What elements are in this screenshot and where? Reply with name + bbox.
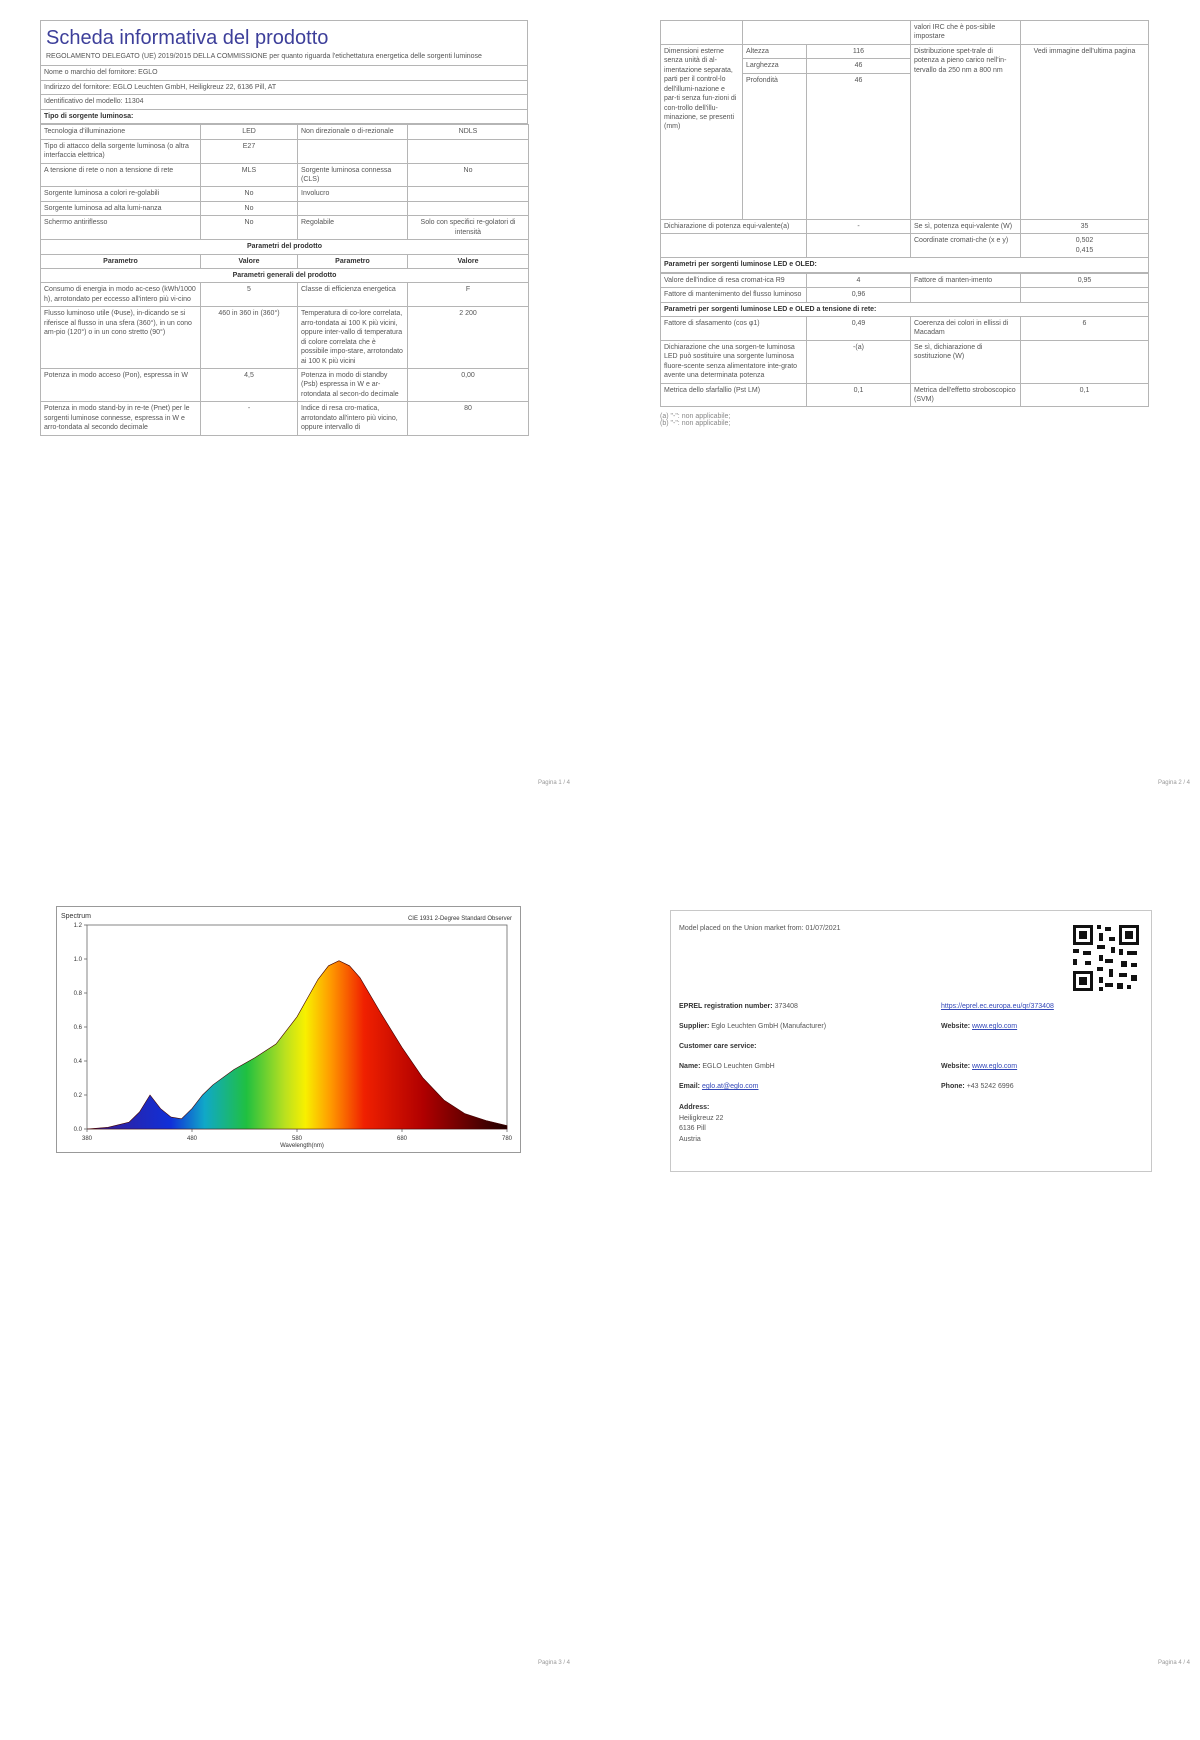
dim-height-value: 116 [807,45,910,59]
dimensions-values [807,44,911,219]
note-b: (b) "-": non applicabile; [660,420,731,428]
dim-depth-value: 46 [854,76,863,84]
dim-height-label: Altezza [743,45,806,59]
legend: CIE 1931 2-Degree Standard Observer [407,916,512,922]
table-cell [1021,288,1149,302]
cell [743,21,911,45]
address-line: Heiligkreuz 22 [679,1114,724,1122]
equivalent-power-value: 35 [1021,219,1149,233]
supplier-name-label: Nome o marchio del fornitore: [44,69,137,77]
page-title: Scheda informativa del prodotto [46,27,329,49]
table-cell: E27 [201,139,298,163]
eprel-row [679,1003,798,1010]
table-cell: Tecnologia d'illuminazione [41,125,201,139]
y-tick-label: 0.4 [73,1059,82,1065]
x-tick-label: 780 [501,1136,513,1142]
y-tick-label: 0.0 [73,1127,82,1133]
x-tick-label: 580 [291,1136,303,1142]
eprel-box [670,910,1152,1172]
table-cell: Valore dell'indice di resa cromat-ica R9 [661,273,807,287]
spectrum-chart [56,906,521,1153]
address-block [679,1103,723,1145]
eprel-link[interactable]: https://eprel.ec.europa.eu/qr/373408 [941,1003,1054,1010]
table-cell: Metrica dell'effetto stroboscopico (SVM) [911,383,1021,407]
page-number: Pagina 2 / 4 [1157,780,1190,786]
page-4 [660,900,1200,1740]
table-cell: 0,49 [807,316,911,340]
email-row [679,1083,759,1090]
y-tick-label: 0.6 [73,1025,82,1031]
table-row [41,139,529,163]
phone-label: Phone: [941,1083,965,1090]
chromaticity-value: 0,502 0,415 [1021,234,1149,258]
dim-depth-label: Profondità [746,76,778,84]
cell [1021,21,1149,45]
table-cell [298,201,408,215]
source-type-table [40,124,529,435]
table-cell [408,187,529,201]
y-axis-label: Spectrum [61,913,91,920]
email-label: Email: [679,1083,701,1090]
x-tick-label: 480 [186,1136,198,1142]
table-cell [911,288,1021,302]
table-row [661,383,1149,407]
cell: valori IRC che è pos-sibile impostare [911,21,1021,45]
table-cell: Non direzionale o di-rezionale [298,125,408,139]
dim-width-value: 46 [807,59,910,73]
table-cell: Sorgente luminosa a colori re-golabili [41,187,201,201]
name-row [679,1063,775,1070]
website2-link[interactable]: www.eglo.com [972,1063,1018,1070]
equivalent-power-label: Se sì, potenza equi-valente (W) [911,219,1021,233]
params-title: Parametri del prodotto [41,240,529,254]
supplier-row [679,1023,826,1030]
regulation-text: REGOLAMENTO DELEGATO (UE) 2019/2015 DELLA COMMISSIONE per quanto riguarda l'etichettatura energetica delle sorgenti luminose [46,53,482,60]
table-cell: Fattore di manten-imento [911,273,1021,287]
table-cell: LED [201,125,298,139]
table-cell: Consumo di energia in modo ac-ceso (kWh/1000 h), arrotondato per eccesso all'intero più vi-cino [41,283,201,307]
spectrum-area [87,961,507,1129]
table-cell: Temperatura di co-lore correlata, arro-tondata ai 100 K più vicini, oppure inter-vallo di temperatura di colore correlata che è possibile impo-stare, arrotondato ai 100 K più vicini [298,307,408,369]
table-cell [298,139,408,163]
y-tick-label: 1.2 [73,923,82,929]
table-row [41,187,529,201]
y-tick-label: 0.2 [73,1093,82,1099]
address-line: 6136 Pill [679,1125,706,1132]
cell [661,234,807,258]
spectrum-svg [57,907,520,1152]
table-cell: 460 in 360 in (360°) [201,307,298,369]
table-cell: 0,00 [408,368,529,401]
col-param-2: Parametro [298,254,408,268]
website2-row [941,1063,1017,1070]
page-number: Pagina 1 / 4 [537,780,570,786]
dim-width-label: Larghezza [743,59,806,73]
table-cell: No [201,187,298,201]
page-number: Pagina 3 / 4 [537,1660,570,1666]
table-cell: 4 [807,273,911,287]
website-link[interactable]: www.eglo.com [972,1023,1018,1030]
supplier-address-value: EGLO Leuchten GmbH, Heiligkreuz 22, 6136 Pill, AT [112,83,277,91]
table-cell: A tensione di rete o non a tensione di rete [41,163,201,187]
address-label: Address: [679,1104,710,1111]
table-cell: 0,1 [807,383,911,407]
table-cell: Se sì, dichiarazione di sostituzione (W) [911,340,1021,383]
customer-care-title: Customer care service: [679,1043,757,1050]
mains-title: Parametri per sorgenti luminose LED e OLED a tensione di rete: [661,302,1149,316]
table-cell: Potenza in modo stand-by in re-te (Pnet) per le sorgenti luminose connesse, espressa in W e arro-tondata al secondo decimale [41,402,201,435]
table-row [661,288,1149,302]
table-cell: 4,5 [201,368,298,401]
x-axis-label: Wavelength(nm) [280,1143,324,1149]
website-row [941,1023,1017,1030]
spd-value: Vedi immagine dell'ultima pagina [1021,44,1149,219]
equivalence-label: Dichiarazione di potenza equi-valente(a) [661,219,807,233]
table-cell: No [201,201,298,215]
table-cell: No [201,216,298,240]
table-row [41,402,529,435]
table-cell: Classe di efficienza energetica [298,283,408,307]
col-param: Parametro [41,254,201,268]
dimensions-names [743,44,807,219]
table-cell: Schermo antiriflesso [41,216,201,240]
supplier-name-value: EGLO [138,69,158,77]
product-info-table [40,20,528,124]
table-cell: Coerenza dei colori in ellissi di Macadam [911,316,1021,340]
table-cell: MLS [201,163,298,187]
table-cell: Sorgente luminosa connessa (CLS) [298,163,408,187]
table-cell [408,139,529,163]
page-3 [40,900,580,1740]
table-cell: 2 200 [408,307,529,369]
page-1 [40,20,580,860]
general-title: Parametri generali del prodotto [41,269,529,283]
table-cell: 0,96 [807,288,911,302]
y-tick-label: 1.0 [73,957,82,963]
note-a: (a) "-": non applicabile; [660,413,731,421]
table-cell: Potenza in modo acceso (Pon), espressa in W [41,368,201,401]
email-link[interactable]: eglo.at@eglo.com [701,1083,759,1090]
table-cell: Potenza in modo di standby (Psb) espressa in W e ar-rotondata al secon-do decimale [298,368,408,401]
name-value: EGLO Leuchten GmbH [702,1063,775,1070]
led-table [660,273,1149,408]
supplier-value: Eglo Leuchten GmbH (Manufacturer) [711,1023,827,1030]
table-cell: No [408,163,529,187]
col-value: Valore [201,254,298,268]
table-cell: Solo con specifici re-golatori di intensità [408,216,529,240]
y-tick-label: 0.8 [73,991,82,997]
led-title: Parametri per sorgenti luminose LED e OLED: [661,258,1149,272]
table-cell: - [201,402,298,435]
phone-row [941,1083,1014,1090]
x-tick-label: 380 [81,1136,93,1142]
table-cell: Indice di resa cro-matica, arrotondato all'intero più vicino, oppure intervallo di [298,402,408,435]
dimensions-label: Dimensioni esterne senza unità di al-imentazione separata, parti per il control-lo dell'illumi-nazione e par-ti senza fun-zioni di con-trollo dell'illu-minazione, se presenti (mm) [661,44,743,219]
table-row [41,307,529,369]
table-cell: Dichiarazione che una sorgen-te luminosa LED può sostituire una sorgente luminosa fluore-scente senza alimentatore inte-grato avente una determinata potenza [661,340,807,383]
table-cell: Tipo di attacco della sorgente luminosa (o altra interfaccia elettrica) [41,139,201,163]
table-cell: Fattore di sfasamento (cos φ1) [661,316,807,340]
cell [807,234,911,258]
table-cell: Flusso luminoso utile (Φuse), in-dicando se si riferisce al flusso in una sfera (360°), in un cono am-pio (120°) o in un cono stretto (90°) [41,307,201,369]
table-cell: 0,1 [1021,383,1149,407]
table-cell: 80 [408,402,529,435]
page-number: Pagina 4 / 4 [1157,1660,1190,1666]
table-cell: NDLS [408,125,529,139]
supplier-label: Supplier: [679,1023,710,1030]
table-row [41,283,529,307]
eprel-label: EPREL registration number: [679,1003,773,1010]
table-cell: 6 [1021,316,1149,340]
phone-value: +43 5242 6996 [966,1083,1014,1090]
eprel-value: 373408 [774,1003,798,1010]
name-label: Name: [679,1063,701,1070]
cell [661,21,743,45]
website-label: Website: [941,1023,971,1030]
table-cell: Fattore di mantenimento del flusso luminoso [661,288,807,302]
equivalence-value: - [807,219,911,233]
table-row [661,340,1149,383]
supplier-address-label: Indirizzo del fornitore: [44,83,111,91]
table-cell [408,201,529,215]
table-row [661,316,1149,340]
source-type-label: Tipo di sorgente luminosa: [41,109,528,123]
table-row [41,216,529,240]
qr-code-icon[interactable] [1071,923,1141,993]
page-2 [660,20,1200,860]
model-label: Identificativo del modello: [44,98,123,106]
notes [660,413,1200,427]
table-cell: Regolabile [298,216,408,240]
chromaticity-label: Coordinate cromati-che (x e y) [911,234,1021,258]
table-cell: 5 [201,283,298,307]
table-cell [1021,340,1149,383]
market-date: Model placed on the Union market from: 01/07/2021 [679,925,841,932]
table-cell: Metrica dello sfarfallio (Pst LM) [661,383,807,407]
table-row [41,368,529,401]
table-row [41,201,529,215]
table-row [661,273,1149,287]
table-cell: -(a) [807,340,911,383]
col-value-2: Valore [408,254,529,268]
table-cell: 0,95 [1021,273,1149,287]
dimensions-table [660,20,1149,273]
website2-label: Website: [941,1063,971,1070]
table-cell: Sorgente luminosa ad alta lumi-nanza [41,201,201,215]
spd-label: Distribuzione spet-trale di potenza a pieno carico nell'in-tervallo da 250 nm a 800 nm [911,44,1021,219]
model-value: 11304 [124,98,144,106]
x-tick-label: 680 [396,1136,408,1142]
table-row [41,125,529,139]
address-line: Austria [679,1135,701,1143]
table-cell: F [408,283,529,307]
table-row [41,163,529,187]
table-cell: Involucro [298,187,408,201]
